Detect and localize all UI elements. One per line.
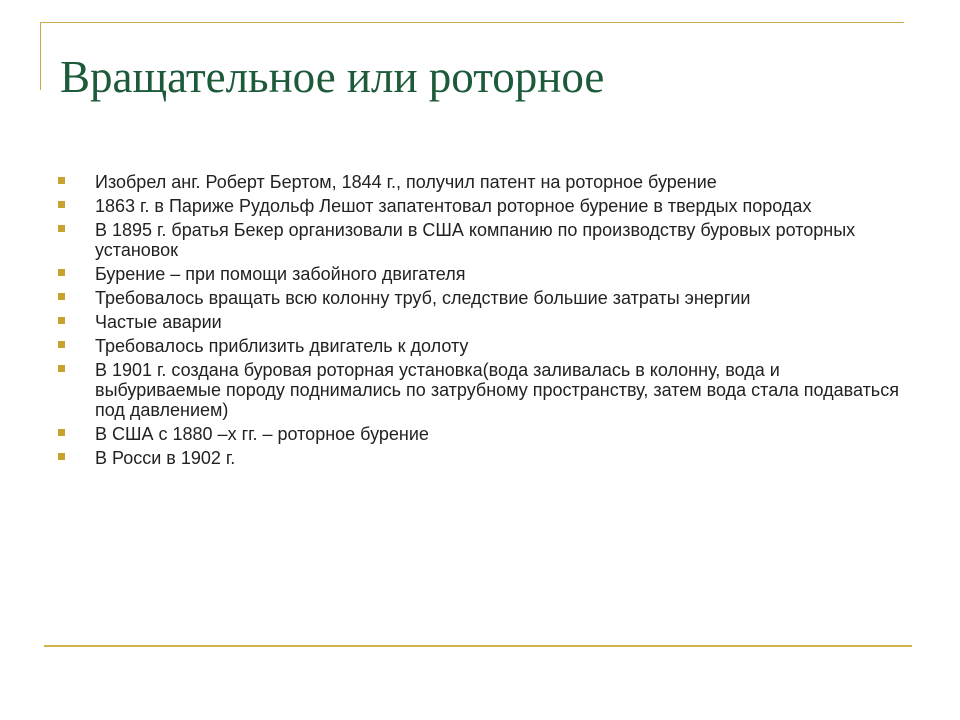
- square-bullet-icon: [58, 269, 65, 276]
- list-item: [58, 264, 908, 284]
- bullet-text: Требовалось приблизить двигатель к долоту: [95, 336, 469, 356]
- square-bullet-icon: [58, 225, 65, 232]
- bullet-list: [58, 172, 908, 472]
- list-item: [58, 196, 908, 216]
- square-bullet-icon: [58, 201, 65, 208]
- square-bullet-icon: [58, 453, 65, 460]
- bullet-text: Бурение – при помощи забойного двигателя: [95, 264, 466, 284]
- square-bullet-icon: [58, 317, 65, 324]
- square-bullet-icon: [58, 429, 65, 436]
- square-bullet-icon: [58, 177, 65, 184]
- bullet-text: Изобрел анг. Роберт Бертом, 1844 г., получил патент на роторное бурение: [95, 172, 717, 192]
- frame-top-line: [40, 22, 904, 23]
- list-item: [58, 220, 908, 260]
- square-bullet-icon: [58, 341, 65, 348]
- slide-title: Вращательное или роторное: [60, 52, 605, 102]
- list-item: [58, 172, 908, 192]
- bullet-text: В Росси в 1902 г.: [95, 448, 236, 468]
- list-item: [58, 312, 908, 332]
- bullet-text: Частые аварии: [95, 312, 222, 332]
- bullet-text: В 1901 г. создана буровая роторная установка(вода заливалась в колонну, вода и выбуриваемые породу поднимались по затрубному пространству, затем вода стала подаваться под давлением): [95, 360, 899, 420]
- square-bullet-icon: [58, 293, 65, 300]
- list-item: [58, 288, 908, 308]
- list-item: [58, 424, 908, 444]
- bullet-text: 1863 г. в Париже Рудольф Лешот запатентовал роторное бурение в твердых породах: [95, 196, 812, 216]
- bullet-text: В 1895 г. братья Бекер организовали в США компанию по производству буровых роторных установок: [95, 220, 856, 260]
- frame-left-line: [40, 22, 41, 90]
- square-bullet-icon: [58, 365, 65, 372]
- bullet-text: В США с 1880 –х гг. – роторное бурение: [95, 424, 429, 444]
- list-item: [58, 336, 908, 356]
- frame-bottom-line: [44, 645, 912, 647]
- list-item: [58, 448, 908, 468]
- bullet-text: Требовалось вращать всю колонну труб, следствие большие затраты энергии: [95, 288, 751, 308]
- list-item: [58, 360, 908, 420]
